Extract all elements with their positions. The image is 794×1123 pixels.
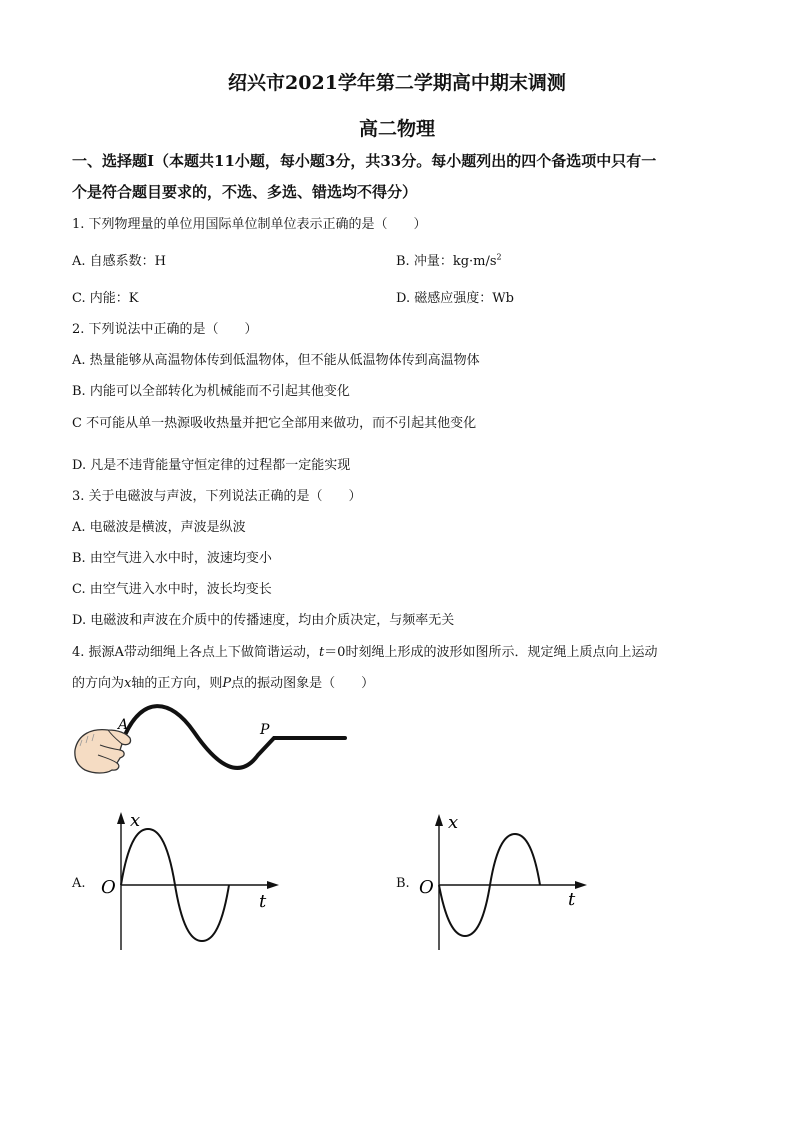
q1-option-b (396, 250, 502, 269)
graph-b-label-t: t (568, 889, 576, 910)
graph-b-label-x: x (448, 812, 459, 833)
q2-stem: 2. 下列说法中正确的是（ ） (72, 322, 258, 337)
graph-b (413, 808, 603, 954)
q4-text-5: 点的振动图象是（ ） (231, 676, 375, 691)
graph-a-label-x: x (130, 810, 141, 831)
q4-text-1: 4. 振源A带动细绳上各点上下做简谐运动， (72, 645, 319, 660)
q2-option-d: D. 凡是不违背能量守恒定律的过程都一定能实现 (72, 458, 351, 473)
q3-option-c: C. 由空气进入水中时，波长均变长 (72, 582, 272, 597)
q1-option-b-text: B. 冲量：kg·m/s (396, 254, 497, 269)
section-heading-line2: 个是符合题目要求的，不选、多选、错选均不得分） (72, 183, 418, 201)
q4-text-4: 轴的正方向，则 (131, 676, 223, 691)
q3-stem: 3. 关于电磁波与声波，下列说法正确的是（ ） (72, 489, 362, 504)
graph-a-label-t: t (259, 891, 267, 912)
graph-b-x-axis-arrow (435, 814, 443, 826)
q4-stem-line2 (72, 672, 374, 691)
graph-a-t-axis-arrow (267, 881, 279, 889)
graph-a (95, 806, 285, 952)
page-subtitle: 高二物理 (358, 118, 435, 140)
q4-var-x: x (124, 676, 132, 691)
rope-wave (125, 706, 345, 768)
wave-figure (70, 700, 360, 790)
q1-option-a: A. 自感系数：H (72, 254, 166, 269)
q4-var-t: t (318, 645, 325, 660)
option-a-label: A. (72, 876, 86, 891)
q1-stem: 1. 下列物理量的单位用国际单位制单位表示正确的是（ ） (72, 217, 427, 232)
q4-stem-line1 (72, 641, 657, 660)
wave-label-p: P (260, 722, 270, 738)
graph-b-t-axis-arrow (575, 881, 587, 889)
q3-option-b: B. 由空气进入水中时，波速均变小 (72, 551, 272, 566)
q2-option-b: B. 内能可以全部转化为机械能而不引起其他变化 (72, 384, 350, 399)
q2-option-a: A. 热量能够从高温物体传到低温物体，但不能从低温物体传到高温物体 (72, 353, 480, 368)
q1-option-b-sup: 2 (496, 252, 502, 262)
q2-option-c: C 不可能从单一热源吸收热量并把它全部用来做功，而不引起其他变化 (72, 416, 477, 431)
hand-icon (75, 730, 131, 773)
q4-text-3: 的方向为 (72, 676, 125, 691)
q1-option-d: D. 磁感应强度：Wb (396, 291, 514, 306)
q4-var-p: P (222, 676, 232, 691)
section-heading-line1: 一、选择题Ⅰ（本题共11小题，每小题3分，共33分。每小题列出的四个备选项中只有一 (72, 152, 657, 170)
q3-option-d: D. 电磁波和声波在介质中的传播速度，均由介质决定，与频率无关 (72, 613, 455, 628)
graph-b-label-origin: O (419, 877, 434, 898)
wave-label-a: A (118, 717, 129, 733)
q3-option-a: A. 电磁波是横波，声波是纵波 (72, 520, 246, 535)
q4-text-2: ＝0时刻绳上形成的波形如图所示．规定绳上质点向上运动 (324, 645, 658, 660)
option-b-label: B. (396, 876, 410, 891)
graph-a-label-origin: O (101, 877, 116, 898)
graph-a-x-axis-arrow (117, 812, 125, 824)
q1-option-c: C. 内能：K (72, 291, 139, 306)
page-title: 绍兴市2021学年第二学期高中期末调测 (228, 72, 566, 94)
